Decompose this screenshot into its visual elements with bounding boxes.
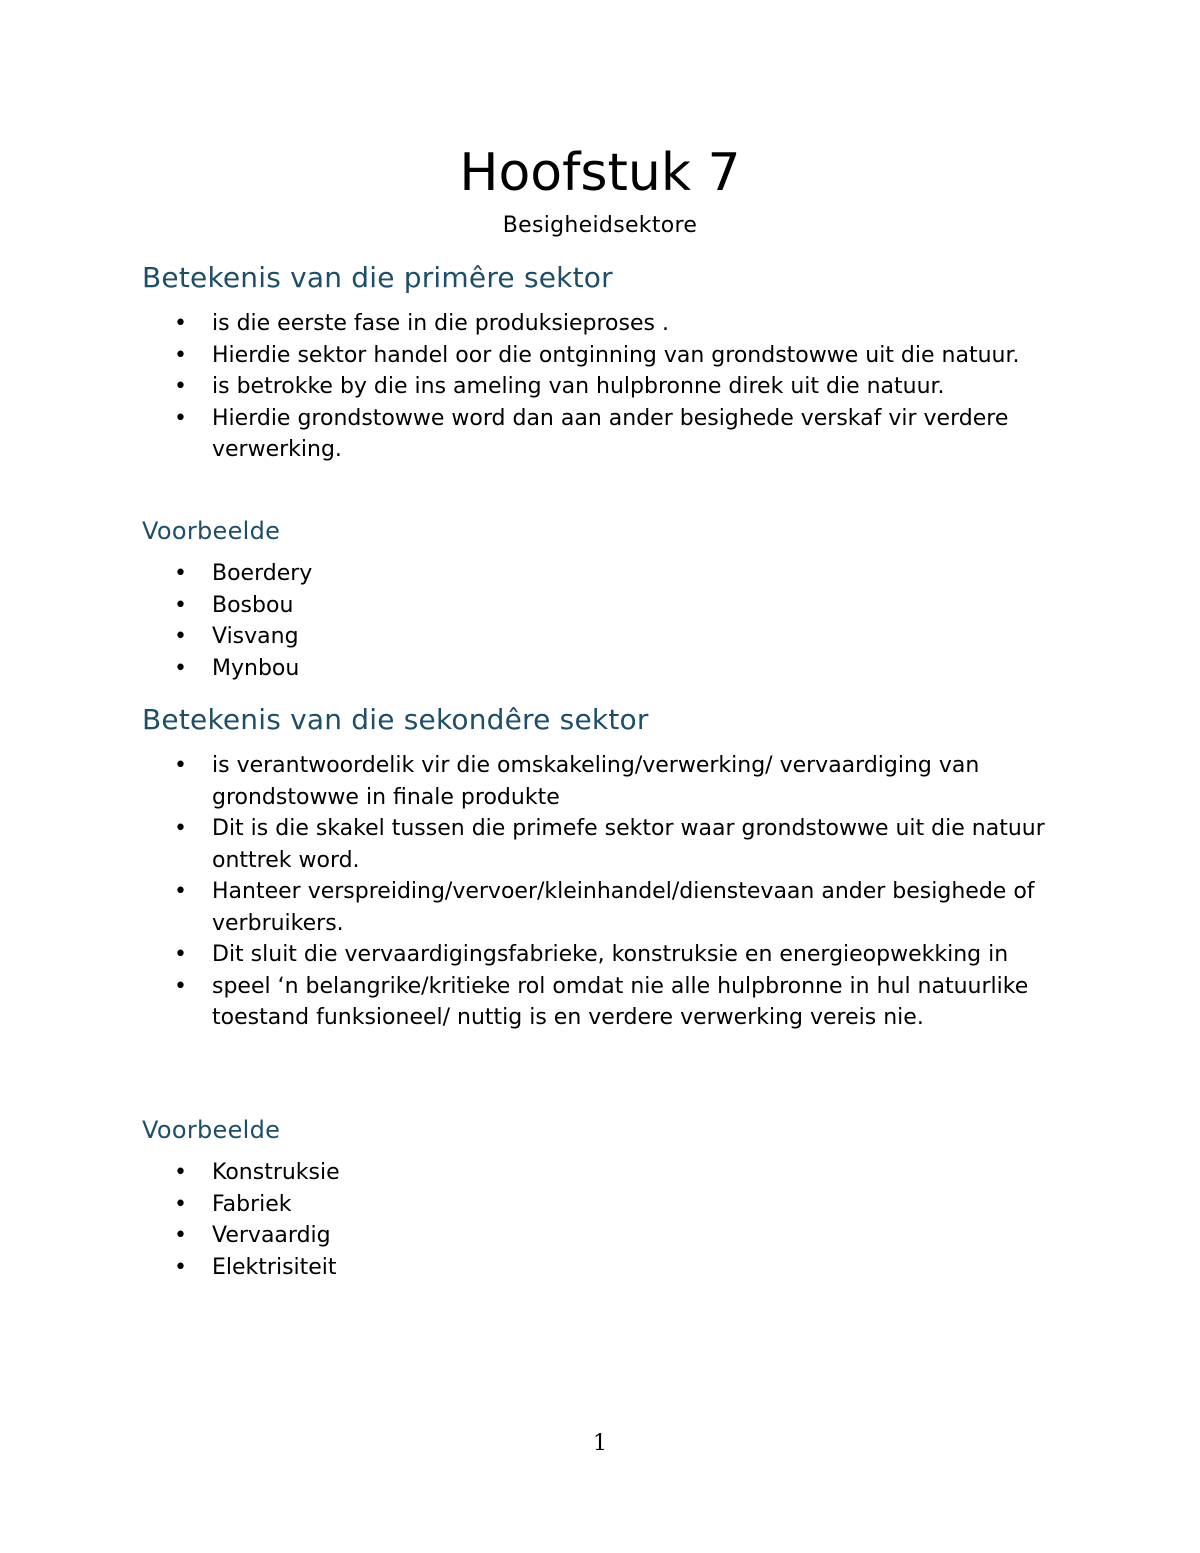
list-item: • Hanteer verspreiding/vervoer/kleinhandel/dienstevaan ander besighede of verbruikers. (0, 876, 1062, 939)
bullet-icon: • (174, 561, 187, 586)
list-item: • Hierdie sektor handel oor die ontginning van grondstowwe uit die natuur. (0, 340, 1062, 372)
examples-heading-secondary: Voorbeelde (142, 1116, 281, 1144)
list-item: • Konstruksie (0, 1157, 1062, 1189)
bullet-icon: • (174, 753, 187, 778)
bullet-icon: • (174, 374, 187, 399)
primary-sector-list (0, 308, 1200, 466)
list-item: • Boerdery (0, 558, 1062, 590)
secondary-examples-list (0, 1157, 1200, 1283)
secondary-sector-list (0, 750, 1200, 1034)
page-title: Hoofstuk 7 (459, 143, 741, 203)
list-item: • Dit is die skakel tussen die primefe sektor waar grondstowwe uit die natuur onttrek word. (0, 813, 1062, 876)
bullet-icon: • (174, 311, 187, 336)
list-item: • Bosbou (0, 590, 1062, 622)
list-item: • Visvang (0, 621, 1062, 653)
page-subtitle: Besigheidsektore (502, 213, 698, 238)
list-item: • Hierdie grondstowwe word dan aan ander besighede verskaf vir verdere verwerking. (0, 403, 1062, 466)
list-item: • is verantwoordelik vir die omskakeling/verwerking/ vervaardiging van grondstowwe in finale produkte (0, 750, 1062, 813)
bullet-icon: • (174, 342, 187, 368)
examples-heading-primary: Voorbeelde (142, 517, 281, 545)
bullet-icon: • (174, 655, 187, 681)
page-number: 1 (593, 1431, 607, 1456)
list-item: • Vervaardig (0, 1220, 1062, 1252)
list-item: • Mynbou (0, 653, 1062, 685)
bullet-icon: • (174, 879, 187, 904)
bullet-icon: • (174, 624, 187, 649)
bullet-icon: • (174, 1254, 187, 1280)
list-item: • Dit sluit die vervaardigingsfabrieke, konstruksie en energieopwekking in (0, 939, 1062, 971)
bullet-icon: • (174, 1160, 187, 1185)
bullet-icon: • (174, 942, 187, 967)
bullet-icon: • (174, 405, 187, 431)
primary-examples-list (0, 558, 1200, 684)
bullet-icon: • (174, 592, 187, 618)
bullet-icon: • (174, 1191, 187, 1217)
list-item: • Fabriek (0, 1189, 1062, 1221)
bullet-icon: • (174, 816, 187, 841)
bullet-icon: • (174, 1223, 187, 1248)
bullet-icon: • (174, 973, 187, 999)
list-item: • is die eerste fase in die produksieproses . (0, 308, 1062, 340)
list-item: • is betrokke by die ins ameling van hulpbronne direk uit die natuur. (0, 371, 1062, 403)
section-heading-secondary: Betekenis van die sekondêre sektor (142, 703, 649, 736)
section-heading-primary: Betekenis van die primêre sektor (142, 261, 613, 294)
list-item: • speel ‘n belangrike/kritieke rol omdat nie alle hulpbronne in hul natuurlike toestand funksioneel/ nuttig is en verdere verwerking vereis nie. (0, 971, 1062, 1034)
list-item: • Elektrisiteit (0, 1252, 1062, 1284)
